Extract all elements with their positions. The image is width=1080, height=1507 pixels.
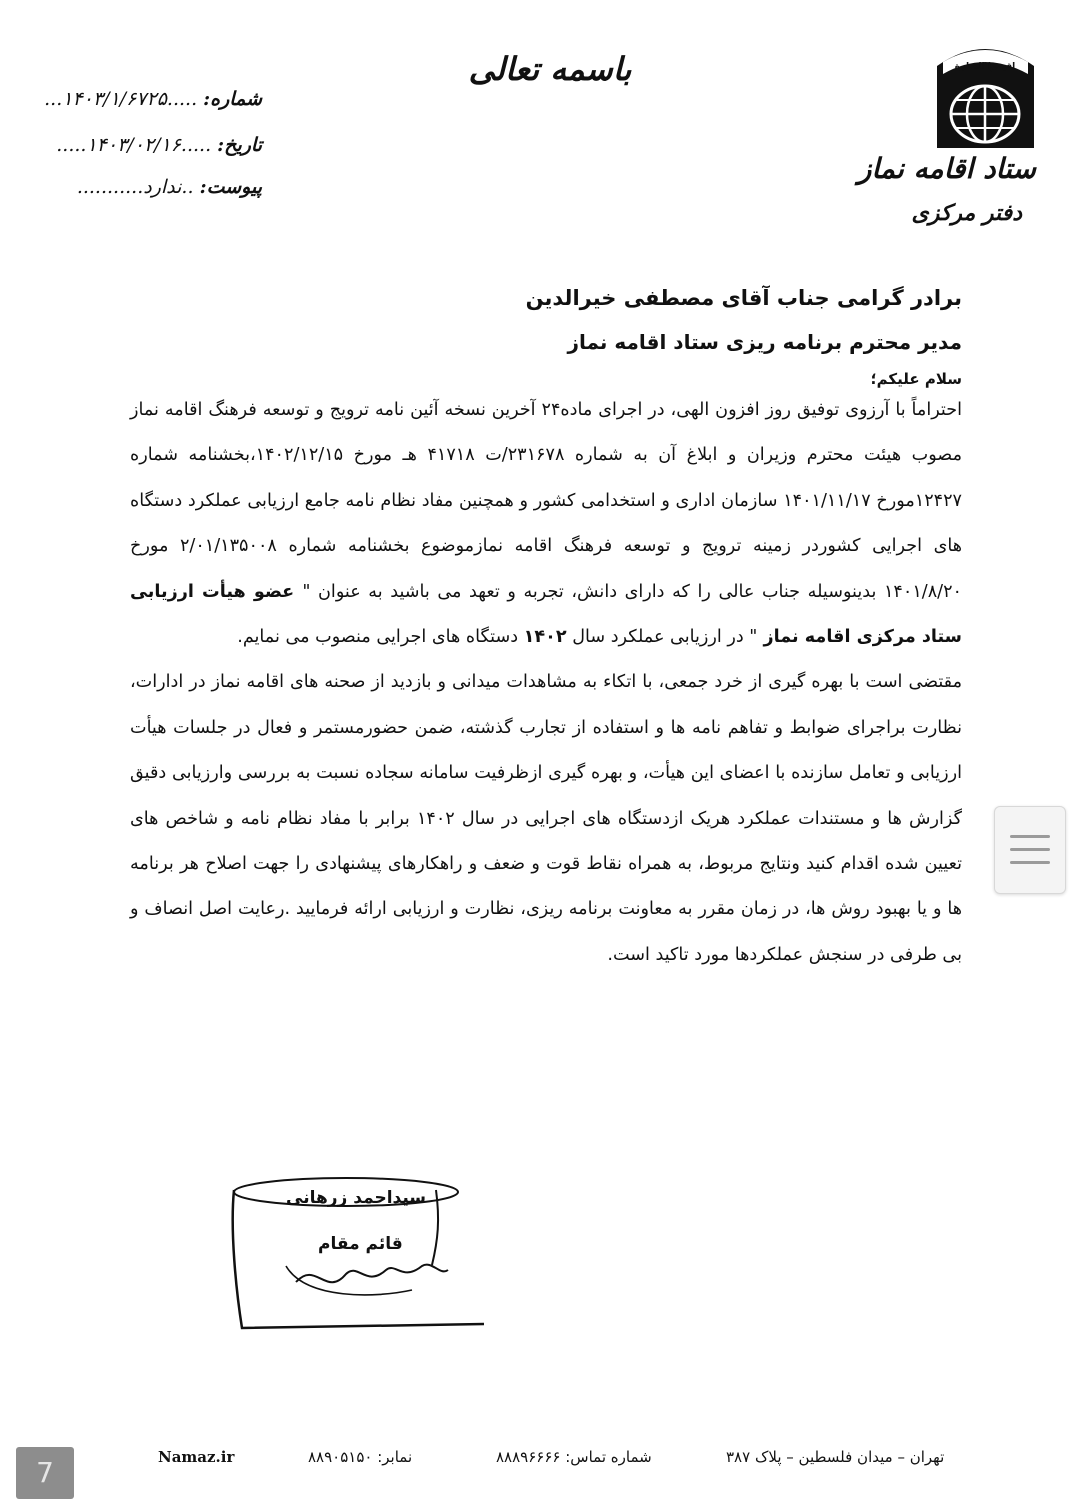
body-paragraph-2: مقتضی است با بهره گیری از خرد جمعی، با اتکاء به مشاهدات میدانی و بازدید از صحنه های اقامه نماز در ادارات، نظارت براجرای ضوابط و تفاهم نامه ها و استفاده از تجارب گذشته، ضمن حضورمستمر و فعال در جلسات هیأت ارزیابی و تعامل سازنده با اعضای این هیأت، و بهره گیری ازظرفیت سامانه سجاده نسبت به بررسی وارزیابی دقیق گزارش ها و مستندات عملکرد هریک ازدستگاه های اجرایی در سال ۱۴۰۲ برابر با مفاد نظام نامه و شاخص های تعیین شده اقدام کنید ونتایج مربوط، به همراه نقاط قوت و ضعف و راهکارهای پیشنهادی را جهت اصلاح هر برنامه ها و یا بهبود روش ها، در زمان مقرر به معاونت برنامه ریزی، نظارت و ارزیابی ارائه فرمایید .رعایت اصل انصاف و بی طرفی در سنجش عملکردها مورد تاکید است. [130, 672, 963, 965]
greeting: سلام علیکم؛ [870, 370, 962, 388]
signatory-name: سیداحمد زرهانی [286, 1188, 427, 1208]
footer-phone: شماره تماس: ۸۸۸۹۶۶۶۶ [496, 1448, 652, 1466]
addressee-position: مدیر محترم برنامه ریزی ستاد اقامه نماز [567, 330, 962, 354]
letter-number [44, 88, 262, 110]
letter-date-label: تاریخ: [217, 134, 262, 156]
letter-number-value: .....۱۴۰۳/۱/۶۷۲۵... [44, 88, 198, 110]
letter-number-label: شماره: [203, 88, 262, 110]
letter-date [56, 134, 262, 156]
basmala-heading: باسمه تعالی [468, 50, 632, 88]
body-p1-text-c: دستگاه های اجرایی منصوب می نمایم. [237, 627, 524, 648]
menu-line-icon [1010, 848, 1050, 851]
logo-org-name: ستاد اقامه نماز [857, 152, 1036, 185]
letter-attachment [77, 176, 262, 198]
body-paragraph-1 [130, 388, 962, 660]
footer-address: تهران – میدان فلسطین – پلاک ۳۸۷ [726, 1448, 945, 1466]
body-p1-role: عضو هیأت ارزیابی ستاد مرکزی اقامه نماز [130, 581, 962, 648]
addressee-line: برادر گرامی جناب آقای مصطفی خیرالدین [525, 286, 962, 310]
signatory-title: قائم مقام [318, 1234, 403, 1254]
body-p1-year: ۱۴۰۲ [523, 627, 567, 648]
letter-date-value: .....۱۴۰۳/۰۲/۱۶..... [56, 134, 212, 156]
logo-banner-text: اقیموا الصلوة [954, 62, 1016, 72]
footer-fax: نمابر: ۸۸۹۰۵۱۵۰ [308, 1448, 413, 1466]
menu-line-icon [1010, 835, 1050, 838]
body-p1-text-b: " در ارزیابی عملکرد سال [566, 627, 758, 648]
letter-attachment-value: ..ندارد........... [76, 176, 194, 198]
letter-body [130, 388, 962, 978]
logo-office-name: دفتر مرکزی [911, 200, 1022, 226]
menu-line-icon [1010, 861, 1050, 864]
letter-attachment-label: پیوست: [199, 176, 262, 198]
letter-footer [0, 1442, 1080, 1472]
page-number-badge[interactable]: 7 [16, 1447, 74, 1499]
signature-handwriting: سید احمد زرهانی [362, 1296, 370, 1297]
menu-handle-button[interactable] [994, 806, 1066, 894]
footer-website: Namaz.ir [158, 1448, 235, 1466]
body-p1-text-a: احتراماً با آرزوی توفیق روز افزون الهی، در اجرای ماده۲۴ آخرین نسخه آئین نامه ترویج و توسعه فرهنگ اقامه نماز مصوب هیئت محترم وزیران و ابلاغ آن به شماره ۲۳۱۶۷۸/ت ۴۱۷۱۸ هـ مورخ ۱۴۰۲/۱۲/۱۵،بخشنامه شماره ۱۲۴۲۷مورخ ۱۴۰۱/۱۱/۱۷ سازمان اداری و استخدامی کشور و همچنین مفاد نظام نامه جامع ارزیابی عملکرد دستگاه های اجرایی کشوردر زمینه ترویج و توسعه فرهنگ اقامه نمازموضوع بخشنامه شماره ۲/۰۱/۱۳۵۰۰۸ مورخ ۱۴۰۱/۸/۲۰ بدینوسیله جناب عالی را که دارای دانش، تجربه و تعهد می باشید به عنوان " [130, 400, 963, 602]
